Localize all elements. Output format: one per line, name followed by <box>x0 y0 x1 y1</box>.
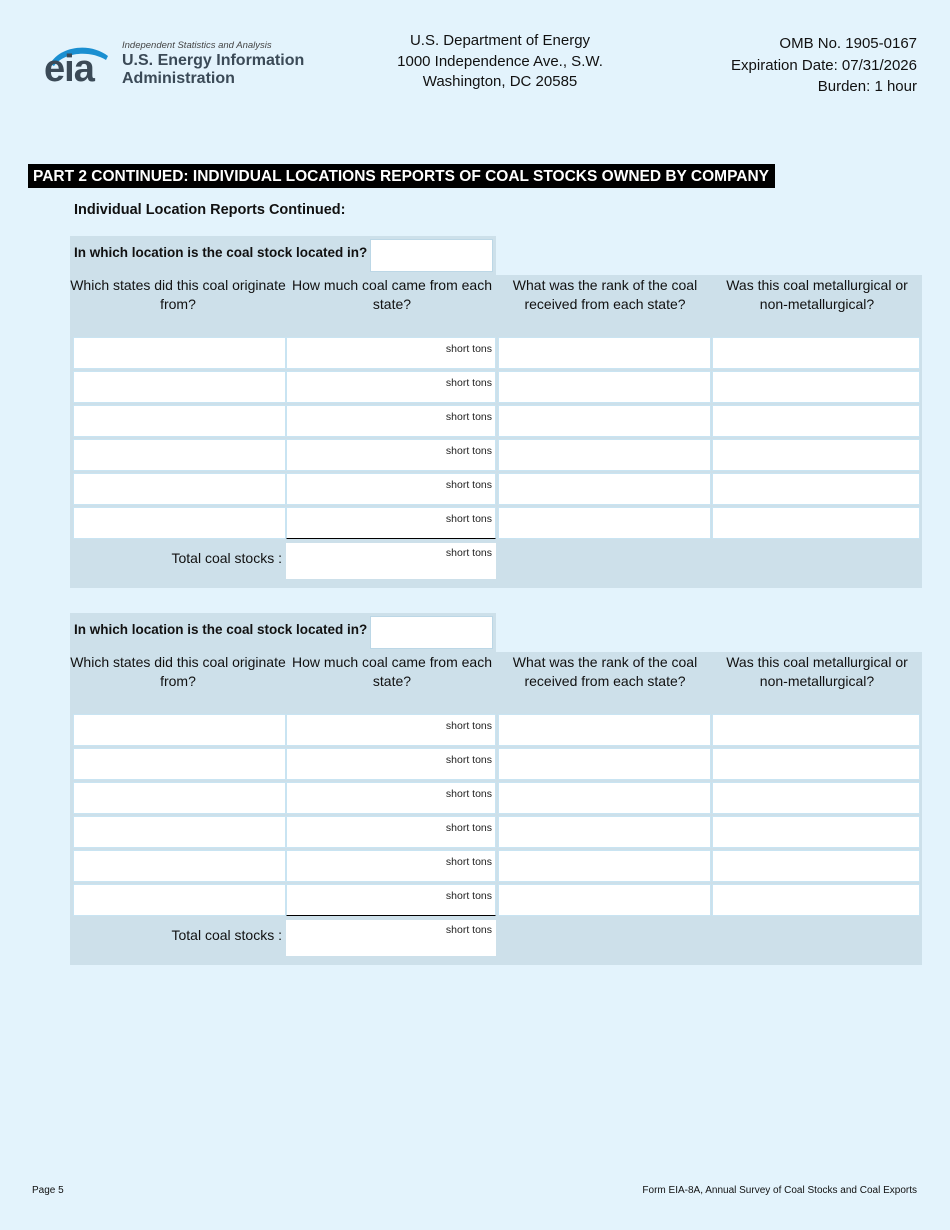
unit-label: short tons <box>445 377 492 389</box>
table-row <box>70 713 922 747</box>
state-input[interactable] <box>73 473 286 505</box>
location-label: In which location is the coal stock located in? <box>74 622 368 637</box>
amount-input[interactable] <box>286 850 496 882</box>
table-row <box>70 472 922 506</box>
amount-input[interactable] <box>286 816 496 848</box>
logo-tagline: Independent Statistics and Analysis <box>122 40 272 51</box>
rank-input[interactable] <box>498 850 711 882</box>
agency-address <box>360 31 640 93</box>
state-input[interactable] <box>73 884 286 916</box>
location-input[interactable] <box>370 239 493 272</box>
rank-input[interactable] <box>498 714 711 746</box>
amount-input[interactable] <box>286 371 496 403</box>
table-row <box>70 438 922 472</box>
unit-label: short tons <box>445 856 492 868</box>
part-title: PART 2 CONTINUED: INDIVIDUAL LOCATIONS REPORTS OF COAL STOCKS OWNED BY COMPANY <box>28 164 775 188</box>
coal-origin-table <box>70 275 922 588</box>
amount-input[interactable] <box>286 507 496 539</box>
state-input[interactable] <box>73 850 286 882</box>
column-header-type: Was this coal metallurgical or non-metallurgical? <box>726 654 908 689</box>
expiration-date: Expiration Date: 07/31/2026 <box>731 56 917 74</box>
type-input[interactable] <box>712 714 920 746</box>
address-line: U.S. Department of Energy <box>409 32 591 49</box>
column-header-amount: How much coal came from each state? <box>292 654 492 689</box>
sub-title: Individual Location Reports Continued: <box>74 202 346 218</box>
unit-label: short tons <box>445 822 492 834</box>
amount-input[interactable] <box>286 337 496 369</box>
state-input[interactable] <box>73 748 286 780</box>
type-input[interactable] <box>712 439 920 471</box>
omb-info <box>731 33 917 98</box>
omb-number: OMB No. 1905-0167 <box>779 35 917 52</box>
eia-logo <box>44 38 314 90</box>
table-row <box>70 370 922 404</box>
type-input[interactable] <box>712 850 920 882</box>
unit-label: short tons <box>445 411 492 423</box>
amount-input[interactable] <box>286 884 496 916</box>
unit-label: short tons <box>445 547 492 559</box>
state-input[interactable] <box>73 816 286 848</box>
total-label: Total coal stocks : <box>171 550 282 566</box>
column-header-type: Was this coal metallurgical or non-metallurgical? <box>726 277 908 312</box>
burden: Burden: 1 hour <box>817 78 917 95</box>
type-input[interactable] <box>712 405 920 437</box>
type-input[interactable] <box>712 748 920 780</box>
table-row <box>70 336 922 370</box>
column-header-rank: What was the rank of the coal received from each state? <box>512 654 698 689</box>
table-row <box>70 506 922 540</box>
rank-input[interactable] <box>498 405 711 437</box>
type-input[interactable] <box>712 884 920 916</box>
type-input[interactable] <box>712 473 920 505</box>
column-header-states: Which states did this coal originate from? <box>70 277 286 312</box>
type-input[interactable] <box>712 371 920 403</box>
location-report-2 <box>70 613 922 965</box>
state-input[interactable] <box>73 507 286 539</box>
logo-name-line2: Administration <box>122 70 235 87</box>
unit-label: short tons <box>445 788 492 800</box>
type-input[interactable] <box>712 507 920 539</box>
location-question <box>70 613 496 653</box>
unit-label: short tons <box>445 343 492 355</box>
type-input[interactable] <box>712 337 920 369</box>
page-number: Page 5 <box>32 1185 64 1196</box>
logo-mark: eia <box>44 48 94 90</box>
state-input[interactable] <box>73 371 286 403</box>
rank-input[interactable] <box>498 816 711 848</box>
state-input[interactable] <box>73 337 286 369</box>
amount-input[interactable] <box>286 782 496 814</box>
unit-label: short tons <box>445 513 492 525</box>
unit-label: short tons <box>445 754 492 766</box>
table-row <box>70 781 922 815</box>
unit-label: short tons <box>445 479 492 491</box>
state-input[interactable] <box>73 714 286 746</box>
rank-input[interactable] <box>498 782 711 814</box>
logo-name-line1: U.S. Energy Information <box>122 52 305 69</box>
type-input[interactable] <box>712 816 920 848</box>
unit-label: short tons <box>445 924 492 936</box>
rank-input[interactable] <box>498 371 711 403</box>
amount-input[interactable] <box>286 714 496 746</box>
table-row <box>70 849 922 883</box>
unit-label: short tons <box>445 445 492 457</box>
location-report-1 <box>70 236 922 588</box>
table-row <box>70 815 922 849</box>
amount-input[interactable] <box>286 473 496 505</box>
form-name: Form EIA-8A, Annual Survey of Coal Stocks and Coal Exports <box>642 1185 917 1196</box>
table-row <box>70 883 922 917</box>
amount-input[interactable] <box>286 748 496 780</box>
total-label: Total coal stocks : <box>171 927 282 943</box>
state-input[interactable] <box>73 439 286 471</box>
coal-origin-table <box>70 652 922 965</box>
rank-input[interactable] <box>498 884 711 916</box>
state-input[interactable] <box>73 405 286 437</box>
location-label: In which location is the coal stock located in? <box>74 245 368 260</box>
unit-label: short tons <box>445 720 492 732</box>
column-header-states: Which states did this coal originate from? <box>70 654 286 689</box>
type-input[interactable] <box>712 782 920 814</box>
column-header-amount: How much coal came from each state? <box>292 277 492 312</box>
amount-input[interactable] <box>286 439 496 471</box>
rank-input[interactable] <box>498 748 711 780</box>
total-input[interactable] <box>286 543 496 579</box>
rank-input[interactable] <box>498 473 711 505</box>
table-row <box>70 747 922 781</box>
column-header-rank: What was the rank of the coal received from each state? <box>512 277 698 312</box>
amount-input[interactable] <box>286 405 496 437</box>
location-question <box>70 236 496 276</box>
address-line: 1000 Independence Ave., S.W. <box>397 52 603 70</box>
table-row <box>70 404 922 438</box>
state-input[interactable] <box>73 782 286 814</box>
address-line: Washington, DC 20585 <box>422 73 578 90</box>
rank-input[interactable] <box>498 337 711 369</box>
unit-label: short tons <box>445 890 492 902</box>
location-input[interactable] <box>370 616 493 649</box>
total-input[interactable] <box>286 920 496 956</box>
rank-input[interactable] <box>498 507 711 539</box>
rank-input[interactable] <box>498 439 711 471</box>
